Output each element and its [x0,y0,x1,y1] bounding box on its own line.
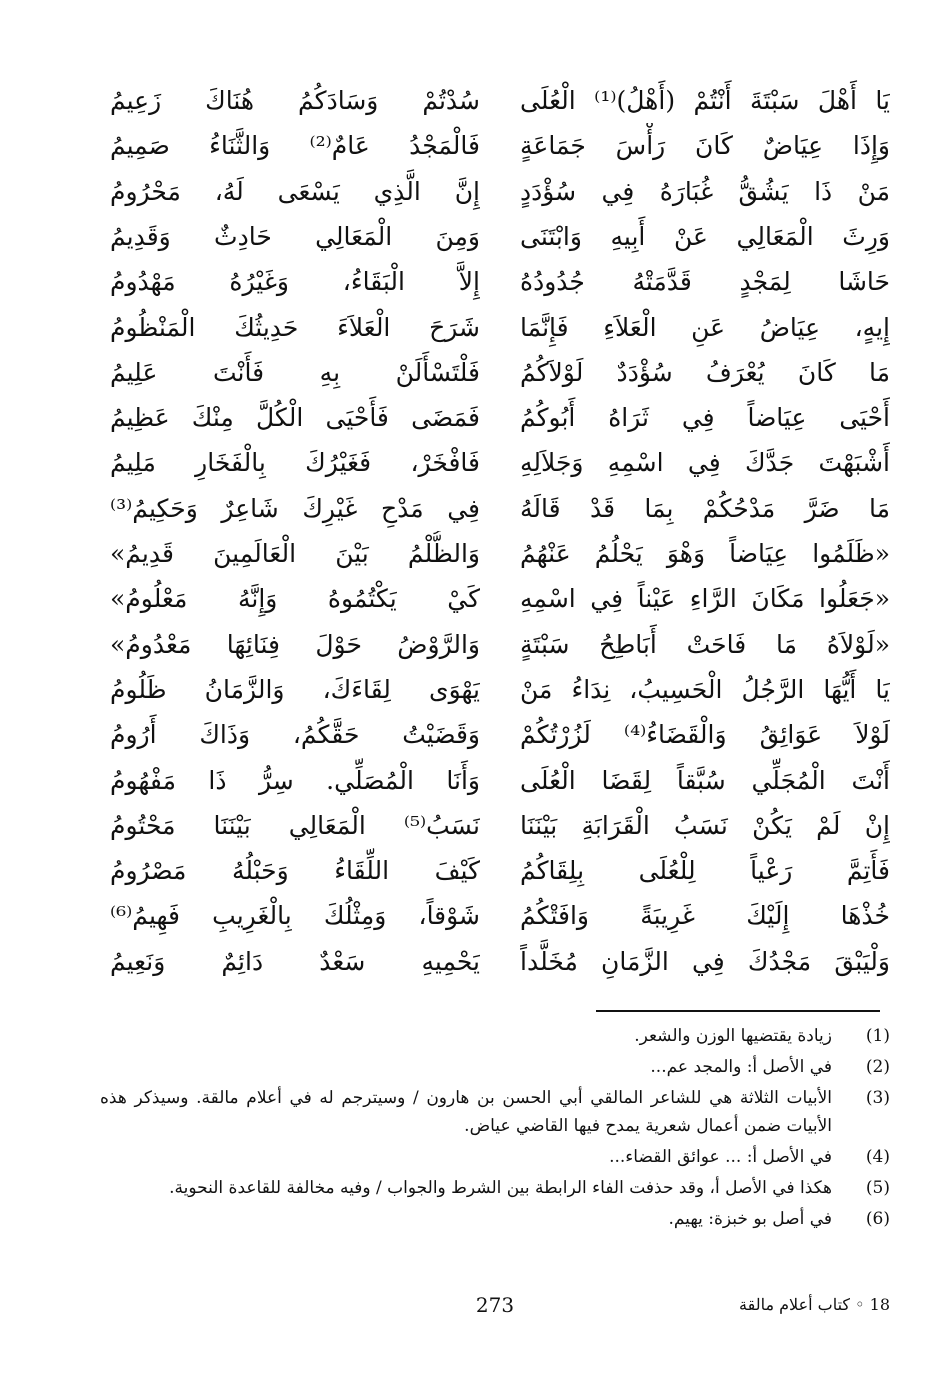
verse-second-hemistich: فَالْمَجْدُ عَامٌ⁽²⁾ وَالثَّنَاءُ صَمِيمُ [110,131,480,161]
footnote [100,1143,890,1171]
footnote [100,1053,890,1081]
verse-line [100,78,890,124]
verse-second-hemistich: وَمِنَ الْمَعَالِي حَادِثٌ وَقَدِيمُ [110,221,480,251]
verse-first-hemistich: يَا أَهْلَ سَبْتَةَ أَنْتُمْ (أَهْلُ)⁽¹⁾ الْعُلَى [520,86,890,115]
footnote [100,1174,890,1202]
verse-second-hemistich: فَمَضَى فَأَحْيَى الْكُلَّ مِنْكَ عَظِيمُ [110,403,480,433]
verse-second-hemistich: وَقَضَيْتُ حَقَّكُمُ، وَذَاكَ أَرُومُ [110,720,480,750]
verse-line [100,123,890,169]
verse-first-hemistich: «جَعَلُوا مَكَانَ الرَّاءِ عَيْناً فِي اسْمِهِ [520,584,890,614]
footnote-number: (4) [865,1147,890,1167]
verse-line [100,803,890,849]
verse-line [100,440,890,486]
verse-second-hemistich: شَرَحَ الْعَلاَءَ حَدِيثُكَ الْمَنْظُومُ [110,312,480,342]
verse-second-hemistich: سُدْتُمْ وَسَادَكُمُ هُنَاكَ زَعِيمُ [110,86,480,115]
footnote-number: (1) [865,1026,890,1046]
verse-line [100,531,890,577]
verse-first-hemistich: خُذْهَا إِلَيْكَ غَرِيبَةً وَافَتْكُمُ [520,901,890,931]
verse-second-hemistich: كَيْفَ اللِّقَاءُ وَحَبْلُهُ مَصْرُومُ [110,856,480,886]
verse-first-hemistich: فَأَتِمَّ رَعْياً لِلْعُلَى بِلِقَاكُمُ [520,856,890,886]
verse-line [100,893,890,939]
verse-second-hemistich: إِنَّ الَّذِي يَسْعَى لَهُ، مَحْرُومُ [110,176,480,206]
footnote-text: في الأصل أ: ... عوائق القضاء... [609,1147,832,1167]
verse-second-hemistich: وَأَنَا الْمُصَلِّي. سِرُّ ذَا مَفْهُومُ [110,765,480,795]
verse-first-hemistich: مَنْ ذَا يَشُقُّ غُبَارَهُ فِي سُؤْدَدٍ [520,176,890,206]
verse-first-hemistich: إِيهٍ، عِيَاضُ عَنِ الْعَلاَءِ فَإِنَّمَا [520,312,890,342]
footnote-number: (5) [865,1178,890,1198]
verse-first-hemistich: مَا ضَرَّ مَدْحُكُمْ بِمَا قَدْ قَالَهُ [520,493,890,523]
verse-line [100,712,890,758]
verse-second-hemistich: كَيْ يَكْتُمُوهُ وَإِنَّهُ مَعْلُومُ» [110,584,480,614]
verse-second-hemistich: يَهْوَى لِقَاءَكَ، وَالزَّمَانُ ظَلُومُ [110,674,480,704]
verse-first-hemistich: حَاشَا لِمَجْدٍ قَدَّمَتْهُ جُدُودُهُ [520,267,890,297]
verse-first-hemistich: وَرِثَ الْمَعَالِي عَنْ أَبِيهِ وَابْتَنَى [520,221,890,251]
footnote-text: زيادة يقتضيها الوزن والشعر. [634,1026,832,1046]
verse-second-hemistich: فَلْتَسْأَلَنْ بِهِ فَأَنْتَ عَلِيمُ [110,357,480,387]
verse-line [100,169,890,215]
footnote-number: (6) [865,1209,890,1229]
footnote-text: في الأصل أ: والمجد عم... [650,1057,832,1077]
verse-first-hemistich: وَإِذَا عِيَاضٌ كَانَ رَأْسَ جَمَاعَةٍ [520,131,890,161]
verse-line [100,486,890,532]
verse-second-hemistich: فَافْخَرْ، فَغَيْرُكَ بِالْفَخَارِ مَلِيمُ [110,448,480,478]
footnote-number: (3) [865,1088,890,1108]
verse-line [100,848,890,894]
poem-verses [100,78,890,978]
verse-line [100,350,890,396]
footnote [100,1022,890,1050]
footnote [100,1205,890,1233]
verse-first-hemistich: لَوْلاَ عَوَائِقُ وَالْقَضَاءُ⁽⁴⁾ لَزُرْتُكُمْ [520,720,890,750]
footnote-text: هكذا في الأصل أ، وقد حذفت الفاء الرابطة بين الشرط والجواب / وفيه مخالفة للقاعدة النحوية. [169,1178,832,1198]
verse-first-hemistich: «ظَلَمُوا عِيَاضاً وَهْوَ يَحْلُمُ عَنْهُمُ [520,539,890,568]
verse-line [100,939,890,985]
footnote-text: في أصل بو خبزة: يهيم. [668,1209,832,1229]
verse-first-hemistich: أَحْيَى عِيَاضاً فِي ثَرَاهُ أَبُوكُمُ [520,403,890,433]
verse-second-hemistich: وَالرَّوْضُ حَوْلَ فِنَائِهَا مَعْدُومُ» [110,629,480,659]
footnote-number: (2) [865,1057,890,1077]
verse-second-hemistich: شَوْقاً، وَمِثْلُكَ بِالْغَرِيبِ فَهِيمُ⁽⁶⁾ [110,901,480,931]
verse-line [100,622,890,668]
footnote-text: الأبيات الثلاثة هي للشاعر المالقي أبي الحسن بن هارون / وسيترجم له في أعلام مالقة. وسيذكر هذه الأبيات ضمن أعمال شعرية يمدح فيها القاضي عياض. [100,1088,832,1136]
verse-line [100,305,890,351]
verse-line [100,395,890,441]
footnote-separator [596,1010,880,1012]
verse-first-hemistich: «لَوْلاَهُ مَا فَاحَتْ أَبَاطِحُ سَبْتَةٍ [520,629,890,659]
verse-first-hemistich: أَشْبَهْتَ جَدَّكَ فِي اسْمِهِ وَجَلاَلِهِ [520,448,890,478]
page-number: 273 [475,1293,515,1317]
verse-second-hemistich: يَحْمِيهِ سَعْدٌ دَائِمٌ وَنَعِيمُ [110,946,480,976]
verse-second-hemistich: نَسَبُ⁽⁵⁾ الْمَعَالِي بَيْنَنَا مَحْتُومُ [110,810,480,840]
footnote [100,1084,890,1140]
verse-first-hemistich: يَا أَيُّهَا الرَّجُلُ الْحَسِيبُ، نِدَاءُ مَنْ [520,674,890,704]
verse-second-hemistich: وَالظُّلْمُ بَيْنَ الْعَالَمِينَ قَدِيمُ» [110,539,480,568]
verse-second-hemistich: فِي مَدْحِ غَيْرِكَ شَاعِرٌ وَحَكِيمُ⁽³⁾ [110,493,480,523]
page-footer [100,1290,890,1320]
verse-second-hemistich: إِلاَّ الْبَقَاءُ، وَغَيْرُهُ مَهْدُومُ [110,267,480,297]
verse-line [100,576,890,622]
verse-first-hemistich: أَنْتَ الْمُجَلِّي سُبَّقاً لِقَضَا الْعُلَى [520,765,890,795]
verse-line [100,758,890,804]
verse-line [100,259,890,305]
verse-line [100,214,890,260]
footnotes [100,1022,890,1236]
running-head: 18 ◦ كتاب أعلام مالقة [739,1295,890,1314]
verse-first-hemistich: وَلْيَبْقَ مَجْدُكَ فِي الزَّمَانِ مُخَلَّداً [520,946,890,976]
verse-first-hemistich: إِنْ لَمْ يَكُنْ نَسَبُ الْقَرَابَةِ بَيْنَنَا [520,810,890,840]
verse-line [100,667,890,713]
verse-first-hemistich: مَا كَانَ يُعْرَفُ سُؤْدَدٌ لَوْلاَكُمُ [520,357,890,387]
